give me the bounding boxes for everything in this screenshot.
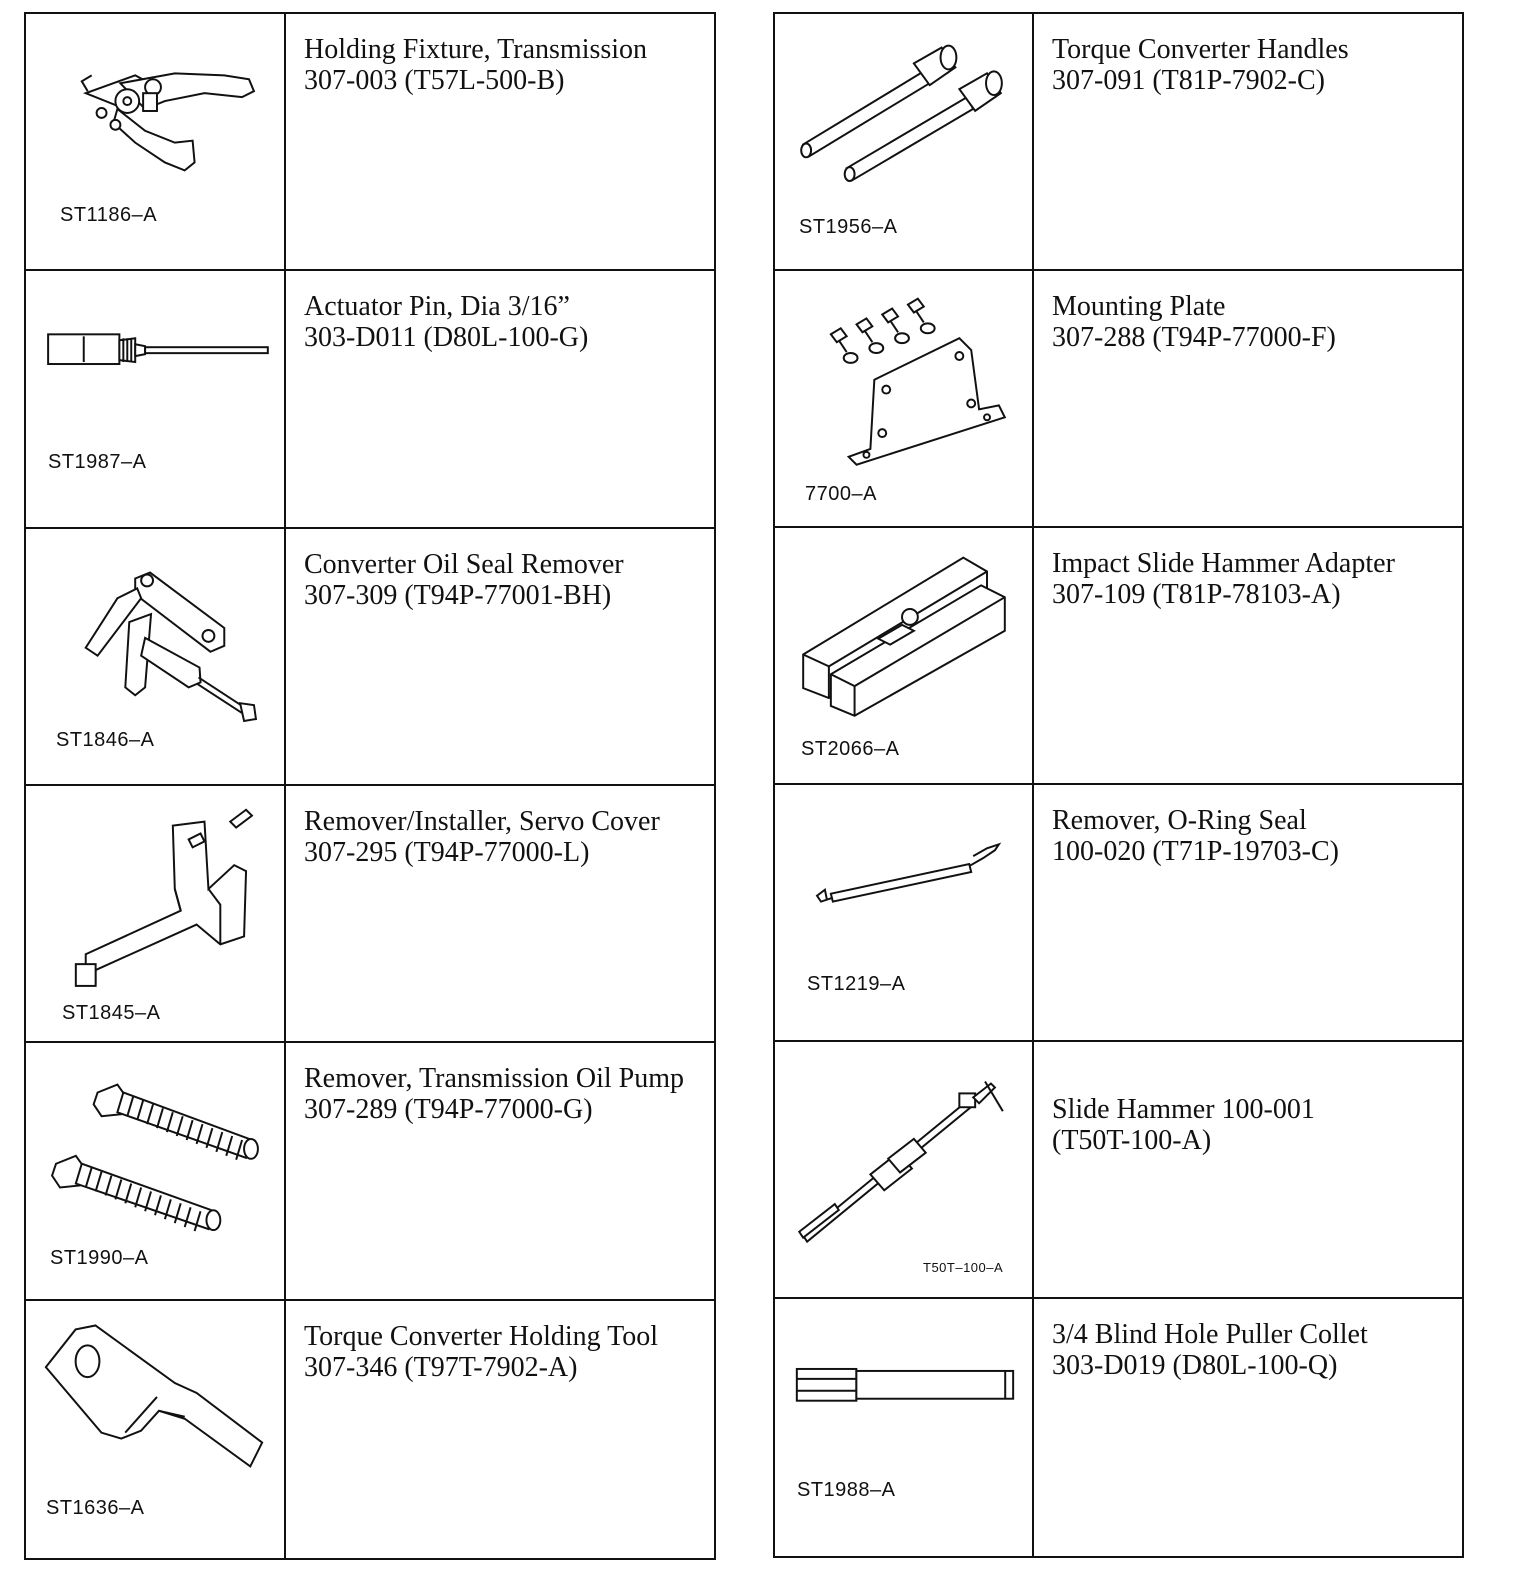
tool-row	[775, 528, 1462, 785]
slide-hammer-icon	[775, 1042, 1032, 1297]
tool-description	[1034, 528, 1462, 783]
tool-figure-cell	[775, 271, 1034, 526]
figure-code: ST1988–A	[797, 1479, 896, 1501]
figure-code: ST1846–A	[56, 728, 155, 751]
tool-row	[26, 14, 714, 271]
tool-figure-cell	[26, 529, 286, 784]
tool-number: 307-309 (T94P-77001-BH)	[304, 579, 612, 611]
tool-name: Remover/Installer, Servo Cover	[304, 806, 660, 837]
tool-name: Holding Fixture, Transmission	[304, 34, 648, 65]
tool-name: Mounting Plate	[1052, 291, 1226, 322]
tool-figure-cell	[775, 1042, 1034, 1297]
tool-description	[286, 1043, 714, 1298]
tool-figure-cell	[26, 14, 286, 269]
tool-number: 303-D011 (D80L-100-G)	[304, 322, 589, 354]
tool-row	[775, 1042, 1462, 1299]
figure-code: ST1219–A	[807, 973, 906, 995]
tool-description	[286, 786, 714, 1041]
tool-row	[775, 1299, 1462, 1556]
tool-description	[286, 1301, 714, 1558]
tool-name: 3/4 Blind Hole Puller Collet	[1052, 1319, 1368, 1350]
tool-name: Converter Oil Seal Remover	[304, 548, 624, 580]
tool-row	[26, 529, 714, 786]
tool-row	[26, 1301, 714, 1558]
tool-number: 307-289 (T94P-77000-G)	[304, 1094, 593, 1126]
puller-collet-icon	[775, 1299, 1032, 1556]
tool-number: 307-288 (T94P-77000-F)	[1052, 322, 1336, 353]
tool-description	[1034, 14, 1462, 269]
tool-name: Slide Hammer 100-001	[1052, 1094, 1315, 1125]
holding-fixture-icon	[26, 14, 284, 269]
tool-figure-cell	[26, 1301, 286, 1558]
actuator-pin-icon	[26, 271, 284, 526]
tool-name: Torque Converter Holding Tool	[304, 1320, 659, 1352]
tool-description	[286, 271, 714, 526]
tool-description	[1034, 1042, 1462, 1297]
tool-figure-cell	[775, 528, 1034, 783]
tool-description	[286, 14, 714, 269]
tool-row	[775, 14, 1462, 271]
figure-code: ST1987–A	[48, 451, 147, 474]
figure-code: ST1845–A	[62, 1002, 161, 1024]
tool-number: 303-D019 (D80L-100-Q)	[1052, 1350, 1338, 1381]
tool-description	[286, 529, 714, 784]
tool-number: 307-003 (T57L-500-B)	[304, 65, 565, 96]
tool-description	[1034, 785, 1462, 1040]
tool-row	[26, 786, 714, 1043]
figure-code: ST1990–A	[50, 1247, 149, 1270]
tool-number: 307-295 (T94P-77000-L)	[304, 837, 590, 868]
tool-table-right	[773, 12, 1464, 1558]
tool-figure-cell	[775, 14, 1034, 269]
tool-table-left	[24, 12, 716, 1560]
tool-row	[26, 271, 714, 528]
tool-number: 307-346 (T97T-7902-A)	[304, 1351, 578, 1383]
tool-description	[1034, 271, 1462, 526]
tool-name: Remover, Transmission Oil Pump	[304, 1063, 685, 1095]
tool-figure-cell	[26, 1043, 286, 1298]
tool-row	[26, 1043, 714, 1300]
figure-code: ST1956–A	[799, 216, 898, 238]
tool-number: 307-109 (T81P-78103-A)	[1052, 579, 1341, 610]
tool-number: (T50T-100-A)	[1052, 1125, 1212, 1156]
tool-figure-cell	[26, 271, 286, 526]
figure-code: ST1636–A	[46, 1496, 145, 1519]
tool-figure-cell	[775, 785, 1034, 1040]
tool-figure-cell	[775, 1299, 1034, 1556]
tool-name: Actuator Pin, Dia 3/16”	[304, 291, 570, 323]
figure-code: T50T–100–A	[923, 1260, 1004, 1275]
tool-number: 307-091 (T81P-7902-C)	[1052, 65, 1325, 96]
tool-row	[775, 271, 1462, 528]
tool-figure-cell	[26, 786, 286, 1041]
figure-code: ST2066–A	[801, 738, 900, 760]
tool-name: Torque Converter Handles	[1052, 34, 1349, 65]
tool-name: Impact Slide Hammer Adapter	[1052, 548, 1395, 579]
o-ring-remover-icon	[775, 785, 1032, 1040]
tool-number: 100-020 (T71P-19703-C)	[1052, 836, 1339, 867]
tool-name: Remover, O-Ring Seal	[1052, 805, 1307, 836]
figure-code: ST1186–A	[60, 204, 158, 226]
figure-code: 7700–A	[805, 483, 877, 505]
tool-row	[775, 785, 1462, 1042]
tool-description	[1034, 1299, 1462, 1556]
